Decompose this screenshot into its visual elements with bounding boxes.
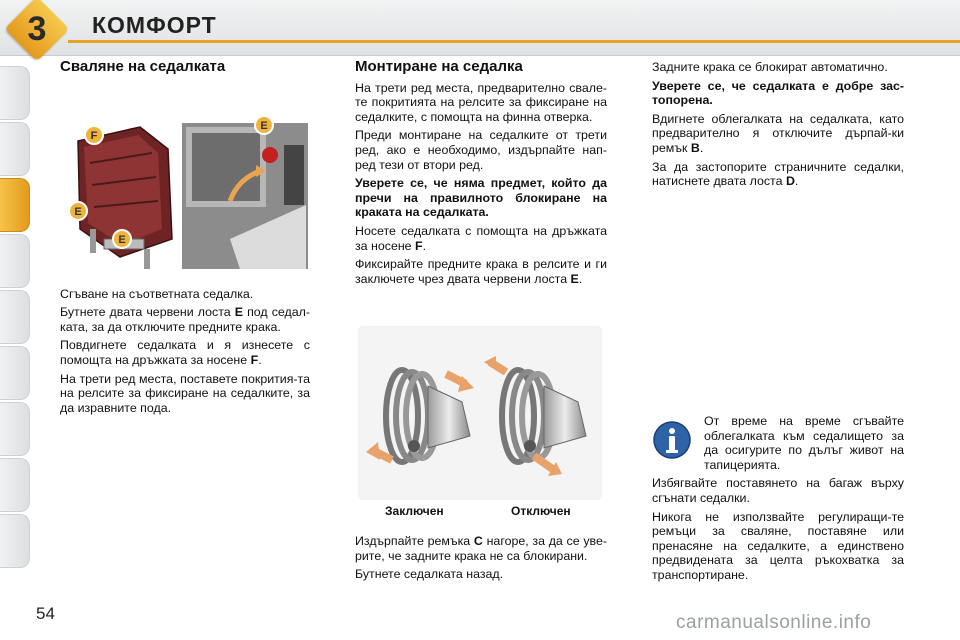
chapter-tab-2[interactable] [0,122,30,176]
page-header [0,0,960,56]
middle-paragraph-4 [355,224,607,253]
ref-letter: E [570,271,579,286]
middle-bottom-paragraph-1 [355,534,607,563]
ref-letter: F [250,352,259,367]
section-heading-removal: Сваляне на седалката [60,58,226,75]
column-left [60,60,310,419]
chapter-tab-1[interactable] [0,66,30,120]
text-run: Вдигнете облегалката на седалката, като предварително я отключите дърпай-ки ремък [652,111,904,155]
text-run: Издърпайте ремъка [355,534,474,548]
caption-unlocked: Отключен [511,504,571,518]
text-run: Носете седалката с помощта на дръжката за носене [355,223,607,253]
text-run: под седал-ката, за да отключите предните крака. [60,305,311,334]
ref-letter: F [415,238,423,253]
caption-locked: Заключен [385,504,444,518]
seat-removal-svg [60,89,310,269]
locked-leg-drawing [366,370,474,462]
chapter-tab-7[interactable] [0,402,30,456]
middle-paragraph-2: Преди монтиране на седалките от трети ред, ако е необходимо, издърпайте нап-ред тези от втори ред. [355,128,607,172]
page-number: 54 [36,604,55,623]
text-run: Бутнете двата червени лоста [60,305,235,320]
info-paragraph-3: Никога не използвайте регулиращи-те ремъци за сваляне, поставяне или пренасяне на седалките, а единствено предвидената за целта ръкохватка за транспортиране. [652,509,904,582]
ref-letter: D [785,174,795,189]
info-note [652,414,904,587]
unlocked-leg-drawing [484,356,586,476]
left-paragraph-4: На трети ред места, поставете покрития-та на релсите за фиксиране на седалките, за да изравните пода. [60,371,310,415]
ref-letter: B [690,140,700,155]
left-paragraph-2 [60,305,310,334]
column-middle-bottom [355,534,607,586]
text-run: . [422,238,427,253]
chapter-tab-6[interactable] [0,346,30,400]
section-heading-mounting: Монтиране на седалка [355,58,523,75]
info-paragraph-2: Избягвайте поставянето на багаж върху сгънати седалки. [652,476,904,505]
rail-lever-photo [182,123,308,269]
column-right [652,60,904,193]
text-run: Фиксирайте предните крака в релсите и ги заключете чрез двата червени лоста [355,257,607,286]
callout-e-bottom-label: E [118,233,126,246]
chapter-tab-9[interactable] [0,514,30,568]
text-run: . [699,140,704,155]
text-run: . [578,271,583,286]
text-run: . [258,352,262,367]
right-paragraph-3 [652,112,904,156]
column-middle [355,60,607,290]
middle-warning: Уверете се, че няма предмет, който да пречи на правилното блокиране на краката на седалката. [355,176,607,220]
seat-legs-illustration [358,326,602,500]
left-paragraph-1: Сгъване на съответната седалка. [60,286,254,301]
right-paragraph-4 [652,160,904,189]
callout-e-left [69,202,87,220]
callout-e-left-label: E [74,205,82,218]
chapter-tab-5[interactable] [0,290,30,344]
middle-bottom-paragraph-2: Бутнете седалката назад. [355,567,504,582]
callout-e-bottom [113,230,131,248]
chapter-number: 3 [27,9,47,48]
chapter-tab-8[interactable] [0,458,30,512]
text-run: За да застопорите страничните седалки, натиснете двата лоста [652,159,904,189]
watermark: carmanualsonline.info [676,612,872,633]
text-run: Повдигнете седалката и я изнесете с помощта на дръжката за носене [60,338,310,367]
ref-letter: C [473,534,483,548]
right-warning: Уверете се, че седалката е добре зас-топорена. [652,78,904,108]
text-run: нагоре, за да се уве-рите, че задните крака не са блокирани. [355,534,607,563]
chapter-tab-3-active[interactable] [0,178,30,232]
seat-legs-svg [358,326,602,500]
chapter-tab-4[interactable] [0,234,30,288]
middle-paragraph-5 [355,257,607,286]
callout-e-photo-label: E [260,119,268,132]
middle-paragraph-1: На трети ред места, предварително свале-те покритията на релсите за фиксиране на седалките, с помощта на финна отверка. [355,80,607,124]
left-paragraph-3 [60,338,310,367]
callout-f [85,126,103,144]
ref-letter: E [234,305,243,320]
header-rule [68,40,960,43]
right-paragraph-1: Задните крака се блокират автоматично. [652,60,888,74]
seat-removal-illustration [60,89,310,269]
callout-f-label: F [90,129,98,142]
info-paragraph-1: От време на време сгъвайте облегалката към седалището за да осигурите по дълъг живот на тапицерията. [704,414,904,472]
chapter-title: КОМФОРТ [92,12,217,38]
text-run: . [794,174,799,189]
callout-e-photo [255,116,273,134]
